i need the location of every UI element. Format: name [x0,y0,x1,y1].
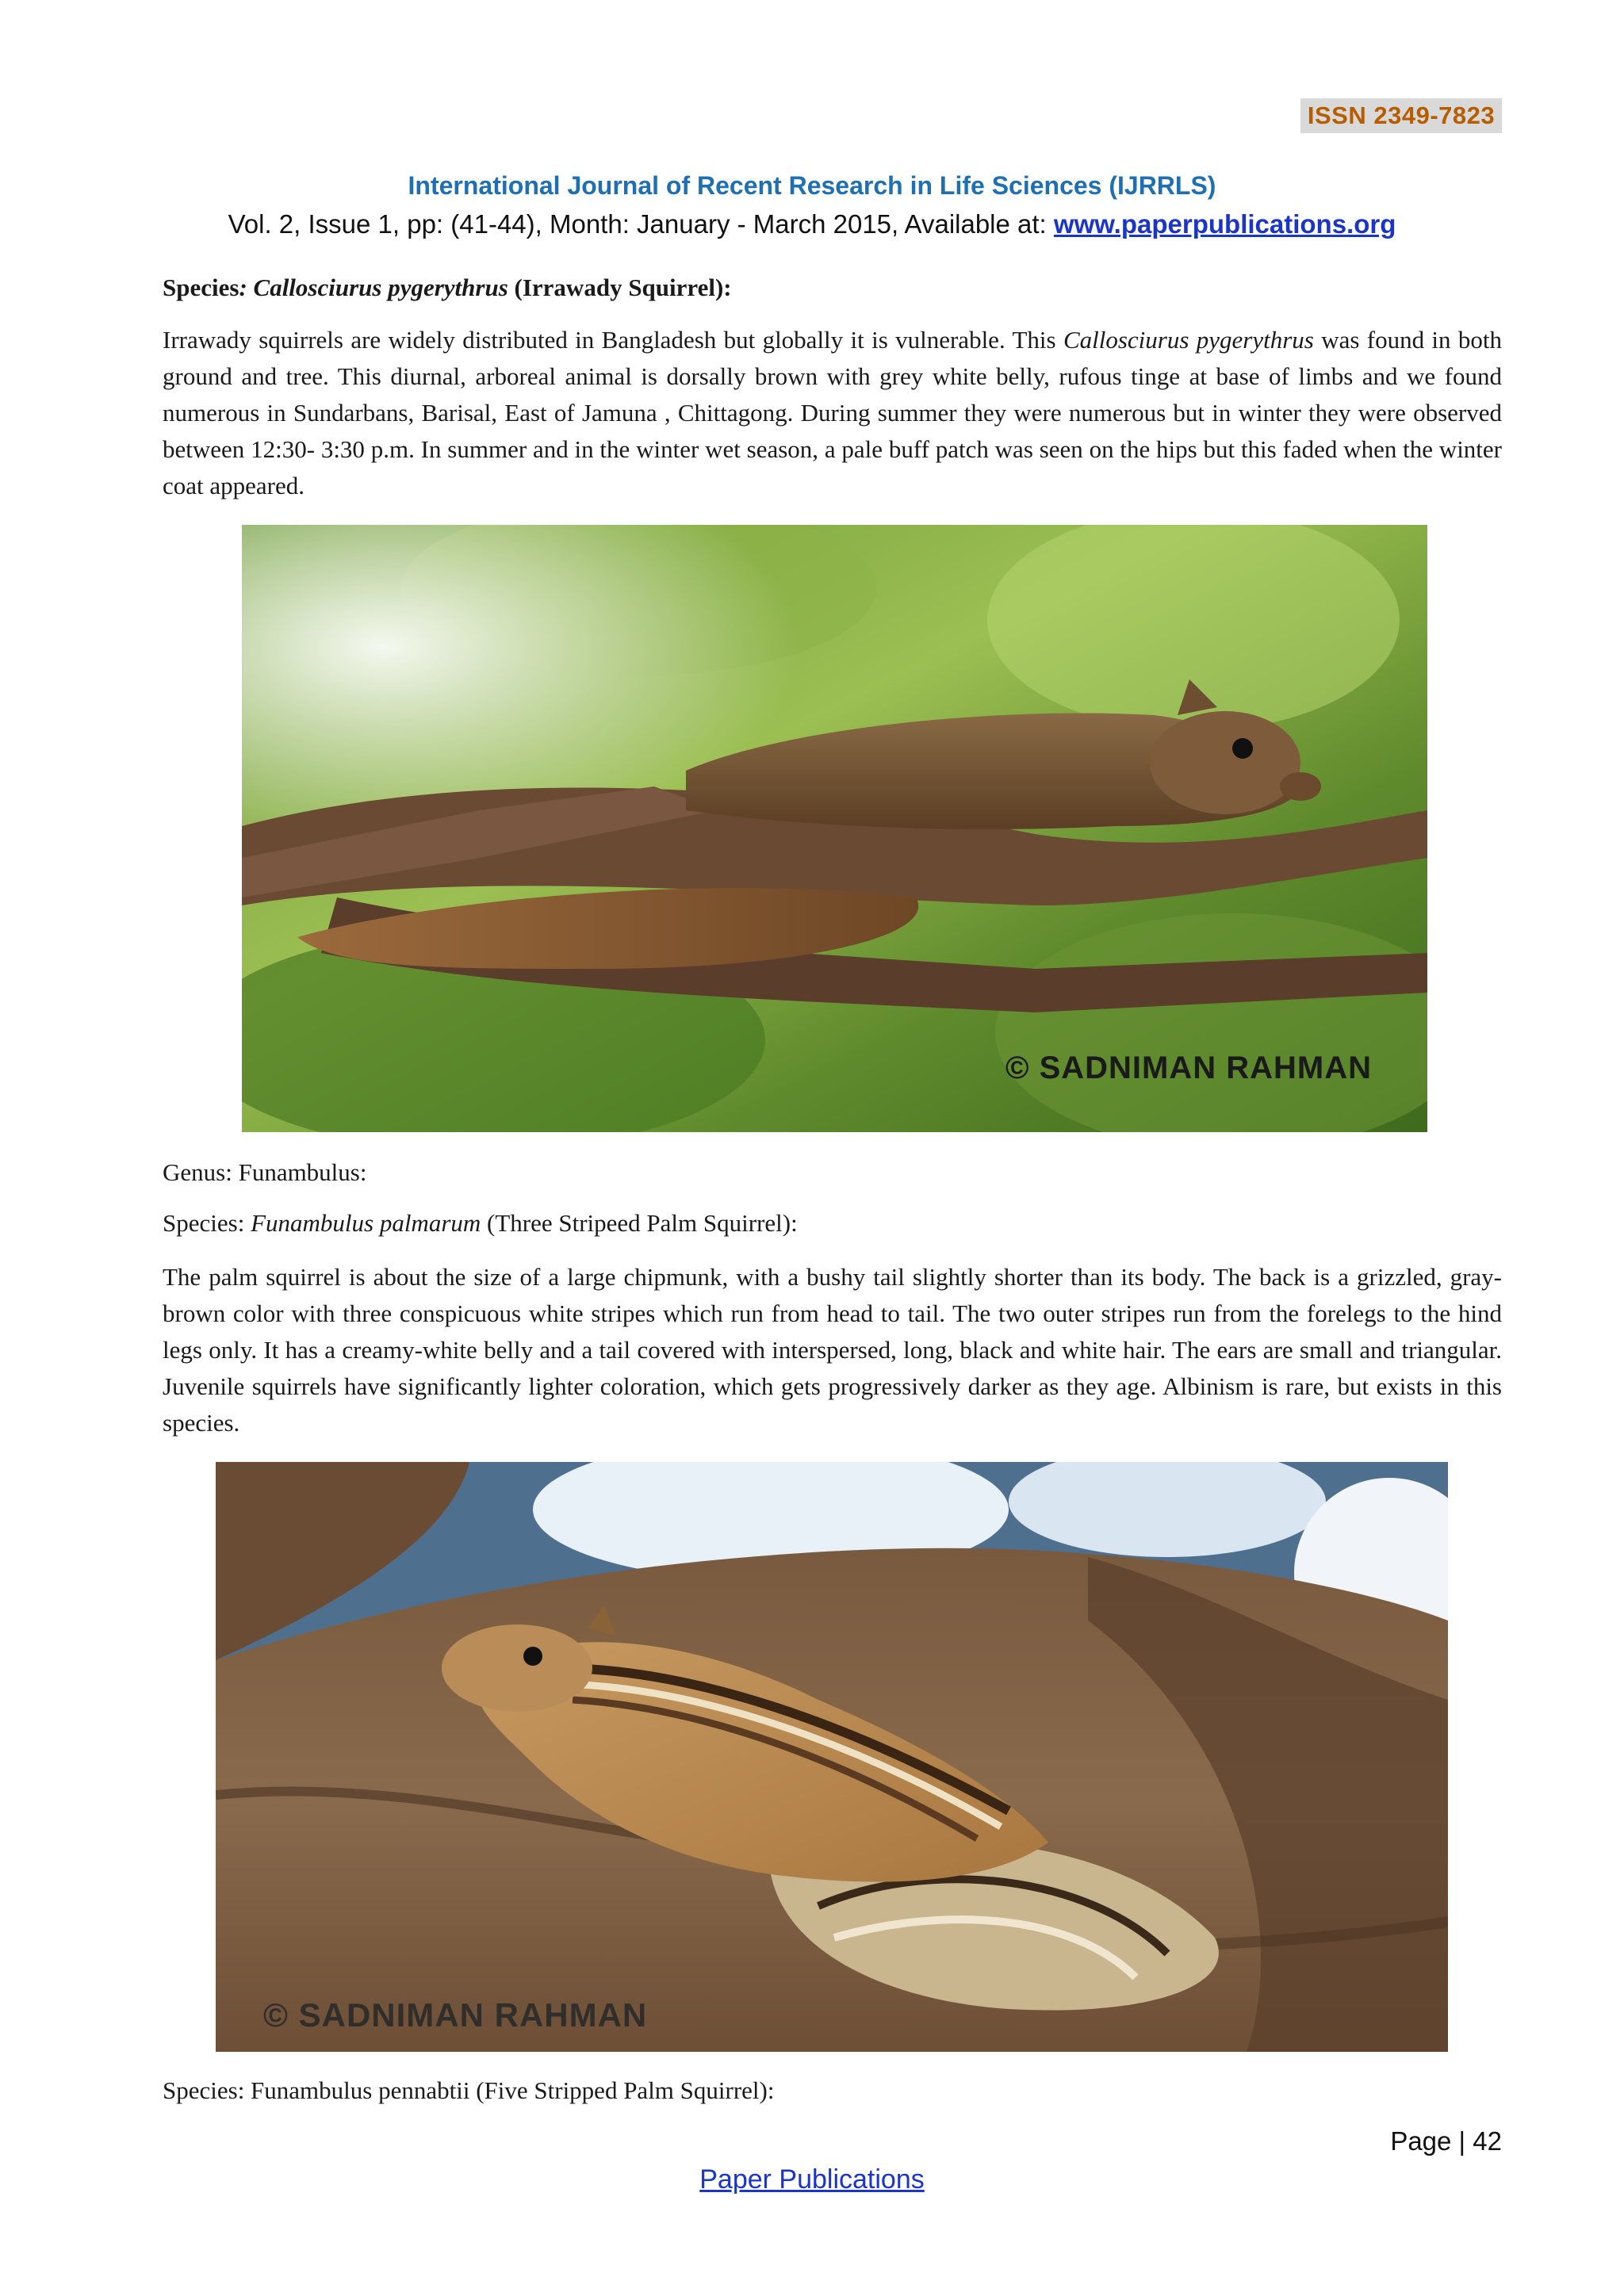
volume-line [0,209,1624,239]
paragraph-irrawady [163,322,1502,504]
species-heading-1 [163,270,1502,306]
squirrel-photo-2 [216,1462,1448,2052]
volume-info: Vol. 2, Issue 1, pp: (41-44), Month: January - March 2015, Available at: [228,209,1054,239]
squirrel-photo-1 [242,525,1427,1132]
footer [0,2164,1624,2195]
photo-credit-1: © SADNIMAN RAHMAN [1005,1050,1372,1085]
species-common-2: (Three Stripeed Palm Squirrel): [481,1209,798,1237]
species-common-1: (Irrawady Squirrel): [508,274,732,301]
species-colon: : [239,274,254,301]
para1-text-a: Irrawady squirrels are widely distributed in Bangladesh but globally it is vulnerable. This [163,326,1063,354]
publisher-link[interactable]: Paper Publications [699,2164,925,2195]
species-heading-3: Species: Funambulus pennabtii (Five Stripped Palm Squirrel): [163,2076,775,2104]
species-prefix-2: Species: [163,1209,251,1237]
site-link[interactable]: www.paperpublications.org [1053,209,1396,239]
species-heading-2 [163,1205,1502,1242]
issn-label: ISSN 2349-7823 [1300,98,1502,133]
species-label: Species [163,274,239,301]
species-name-1: Callosciurus pygerythrus [253,274,508,301]
page-number: Page | 42 [1390,2126,1502,2156]
paragraph-palm-squirrel: The palm squirrel is about the size of a large chipmunk, with a bushy tail slightly shorter than its body. The back is a grizzled, gray-brown color with three conspicuous white stripes which run from head to tail. The two outer stripes run from the forelegs to the hind legs only. It has a creamy-white belly and a tail covered with interspersed, long, black and white hair. The ears are small and triangular. Juvenile squirrels have significantly lighter coloration, which gets progressively darker as they age. Albinism is rare, but exists in this species. [163,1263,1502,1437]
para1-italic: Callosciurus pygerythrus [1063,326,1314,354]
para1-text-b: was found in both ground and tree. This diurnal, arboreal animal is dorsally brown with grey white belly, rufous tinge at base of limbs and we found numerous in Sundarbans, Barisal, East of Jamuna , Chittagong. During summer they were numerous but in winter they were observed between 12:30- 3:30 p.m. In summer and in the winter wet season, a pale buff patch was seen on the hips but this faded when the winter coat appeared. [163,326,1502,499]
genus-line: Genus: Funambulus: [163,1158,367,1186]
photo-credit-2: © SADNIMAN RAHMAN [263,1996,648,2034]
species-name-2: Funambulus palmarum [251,1209,481,1237]
journal-title: International Journal of Recent Research in Life Sciences (IJRRLS) [408,171,1216,200]
